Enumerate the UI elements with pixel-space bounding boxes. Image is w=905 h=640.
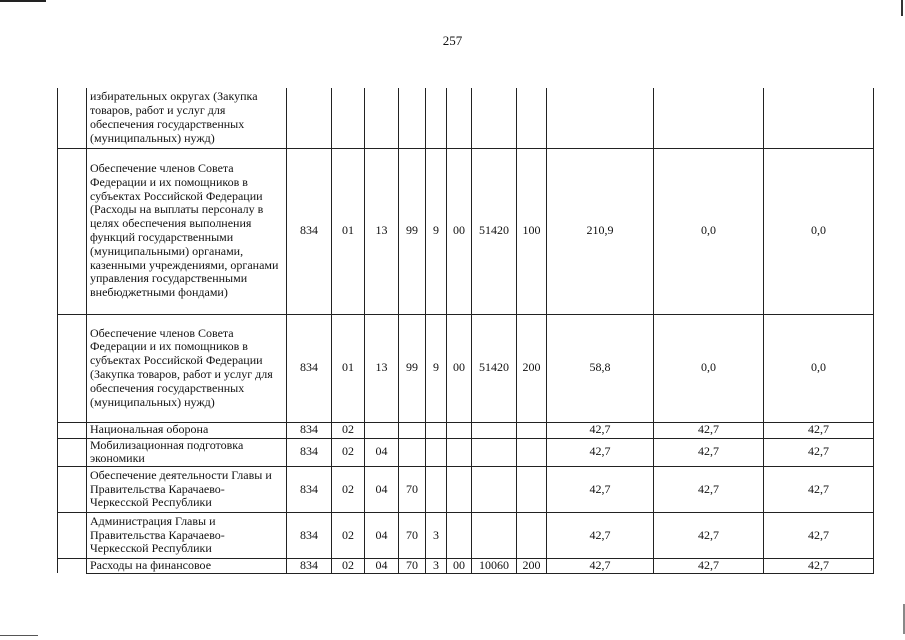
item-name-cell: Администрация Главы и Правительства Карачаево-Черкесской Республики — [87, 513, 287, 559]
expense-type-code-cell — [517, 88, 547, 148]
subprogram-code-cell — [426, 438, 447, 467]
section-code-cell: 02 — [332, 559, 365, 574]
amount-year-3-cell: 42,7 — [764, 467, 874, 513]
event-code-cell — [447, 467, 472, 513]
amount-year-2-cell: 42,7 — [654, 559, 764, 574]
table-row — [58, 314, 874, 422]
amount-year-3-cell: 42,7 — [764, 513, 874, 559]
table-body — [58, 88, 874, 573]
expense-type-code-cell — [517, 467, 547, 513]
amount-year-3-cell: 42,7 — [764, 438, 874, 467]
ved-code-cell: 834 — [287, 513, 332, 559]
ved-code-cell: 834 — [287, 559, 332, 574]
section-code-cell: 02 — [332, 467, 365, 513]
row-index-cell — [58, 314, 87, 422]
event-code-cell — [447, 438, 472, 467]
direction-code-cell: 10060 — [472, 559, 517, 574]
table-row — [58, 148, 874, 314]
program-code-cell: 70 — [399, 513, 426, 559]
subprogram-code-cell — [426, 88, 447, 148]
amount-year-2-cell: 42,7 — [654, 438, 764, 467]
direction-code-cell — [472, 467, 517, 513]
program-code-cell — [399, 88, 426, 148]
subsection-code-cell: 04 — [365, 559, 399, 574]
expense-type-code-cell — [517, 438, 547, 467]
row-index-cell — [58, 422, 87, 438]
amount-year-1-cell: 42,7 — [547, 438, 654, 467]
amount-year-1-cell: 210,9 — [547, 148, 654, 314]
amount-year-2-cell: 42,7 — [654, 513, 764, 559]
amount-year-1-cell: 42,7 — [547, 467, 654, 513]
subprogram-code-cell — [426, 422, 447, 438]
program-code-cell — [399, 438, 426, 467]
expense-type-code-cell: 100 — [517, 148, 547, 314]
table-row — [58, 438, 874, 467]
row-index-cell — [58, 88, 87, 148]
item-name-cell: Расходы на финансовое — [87, 559, 287, 574]
subprogram-code-cell: 3 — [426, 559, 447, 574]
amount-year-1-cell: 42,7 — [547, 422, 654, 438]
section-code-cell: 01 — [332, 148, 365, 314]
amount-year-3-cell: 42,7 — [764, 422, 874, 438]
direction-code-cell — [472, 438, 517, 467]
event-code-cell: 00 — [447, 559, 472, 574]
amount-year-1-cell: 58,8 — [547, 314, 654, 422]
event-code-cell: 00 — [447, 148, 472, 314]
ved-code-cell: 834 — [287, 467, 332, 513]
subsection-code-cell: 13 — [365, 314, 399, 422]
subsection-code-cell: 04 — [365, 438, 399, 467]
item-name-cell: Национальная оборона — [87, 422, 287, 438]
section-code-cell: 02 — [332, 422, 365, 438]
scan-edge-mark — [901, 0, 903, 16]
direction-code-cell — [472, 88, 517, 148]
section-code-cell: 01 — [332, 314, 365, 422]
direction-code-cell — [472, 422, 517, 438]
table-row — [58, 422, 874, 438]
direction-code-cell: 51420 — [472, 148, 517, 314]
event-code-cell: 00 — [447, 314, 472, 422]
section-code-cell: 02 — [332, 438, 365, 467]
amount-year-2-cell: 42,7 — [654, 422, 764, 438]
row-index-cell — [58, 513, 87, 559]
program-code-cell: 99 — [399, 314, 426, 422]
ved-code-cell: 834 — [287, 148, 332, 314]
subprogram-code-cell: 9 — [426, 148, 447, 314]
subprogram-code-cell — [426, 467, 447, 513]
amount-year-3-cell: 0,0 — [764, 148, 874, 314]
subsection-code-cell — [365, 88, 399, 148]
row-index-cell — [58, 438, 87, 467]
expense-type-code-cell — [517, 422, 547, 438]
amount-year-1-cell — [547, 88, 654, 148]
subsection-code-cell: 04 — [365, 513, 399, 559]
program-code-cell: 70 — [399, 467, 426, 513]
event-code-cell — [447, 422, 472, 438]
table-row — [58, 467, 874, 513]
section-code-cell — [332, 88, 365, 148]
subprogram-code-cell: 9 — [426, 314, 447, 422]
subprogram-code-cell: 3 — [426, 513, 447, 559]
subsection-code-cell: 13 — [365, 148, 399, 314]
item-name-cell: Мобилизационная подготовка экономики — [87, 438, 287, 467]
row-index-cell — [58, 148, 87, 314]
amount-year-1-cell: 42,7 — [547, 513, 654, 559]
event-code-cell — [447, 88, 472, 148]
item-name-cell: избирательных округах (Закупка товаров, работ и услуг для обеспечения государственных (муниципальных) нужд) — [87, 88, 287, 148]
ved-code-cell: 834 — [287, 422, 332, 438]
scan-edge-mark — [0, 0, 46, 2]
amount-year-2-cell: 42,7 — [654, 467, 764, 513]
amount-year-3-cell: 0,0 — [764, 314, 874, 422]
program-code-cell — [399, 422, 426, 438]
expense-type-code-cell: 200 — [517, 314, 547, 422]
table-row — [58, 559, 874, 574]
expense-type-code-cell — [517, 513, 547, 559]
direction-code-cell — [472, 513, 517, 559]
ved-code-cell — [287, 88, 332, 148]
row-index-cell — [58, 559, 87, 574]
table-row — [58, 513, 874, 559]
program-code-cell: 99 — [399, 148, 426, 314]
item-name-cell: Обеспечение деятельности Главы и Правительства Карачаево-Черкесской Республики — [87, 467, 287, 513]
section-code-cell: 02 — [332, 513, 365, 559]
budget-table — [57, 88, 874, 574]
amount-year-1-cell: 42,7 — [547, 559, 654, 574]
subsection-code-cell: 04 — [365, 467, 399, 513]
amount-year-2-cell — [654, 88, 764, 148]
expense-type-code-cell: 200 — [517, 559, 547, 574]
amount-year-2-cell: 0,0 — [654, 148, 764, 314]
amount-year-2-cell: 0,0 — [654, 314, 764, 422]
event-code-cell — [447, 513, 472, 559]
amount-year-3-cell: 42,7 — [764, 559, 874, 574]
table-row — [58, 88, 874, 148]
subsection-code-cell — [365, 422, 399, 438]
direction-code-cell: 51420 — [472, 314, 517, 422]
program-code-cell: 70 — [399, 559, 426, 574]
row-index-cell — [58, 467, 87, 513]
page-number: 257 — [442, 33, 463, 48]
item-name-cell: Обеспечение членов Совета Федерации и их помощников в субъектах Российской Федерации (Закупка товаров, работ и услуг для обеспечения государственных (муниципальных) нужд) — [87, 314, 287, 422]
amount-year-3-cell — [764, 88, 874, 148]
scan-edge-mark — [0, 635, 38, 636]
ved-code-cell: 834 — [287, 314, 332, 422]
item-name-cell: Обеспечение членов Совета Федерации и их помощников в субъектах Российской Федерации (Расходы на выплаты персоналу в целях обеспечения выполнения функций государственными (муниципальными) органами, казенными учреждениями, органами управления государственными внебюджетными фондами) — [87, 148, 287, 314]
ved-code-cell: 834 — [287, 438, 332, 467]
